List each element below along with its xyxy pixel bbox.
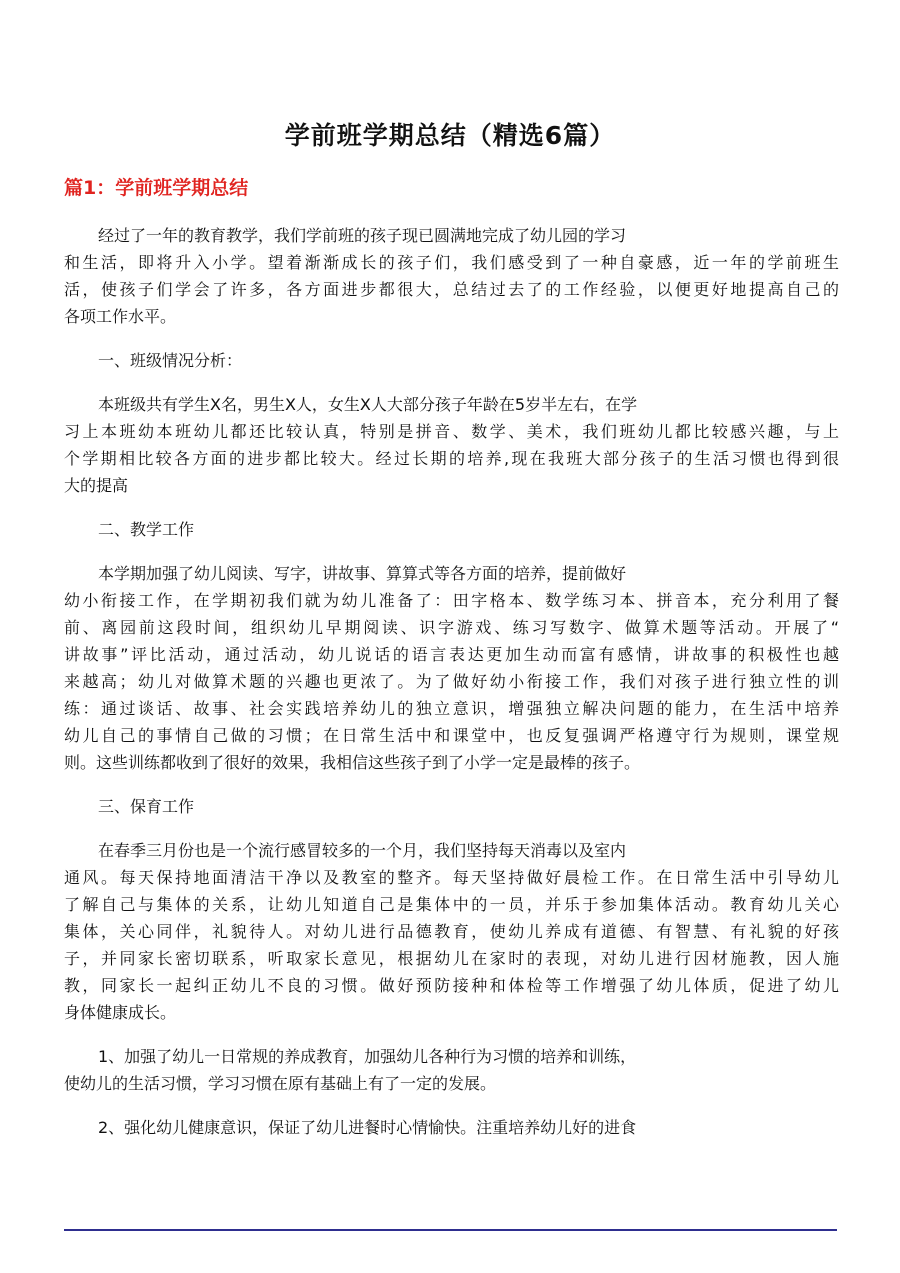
paragraph-line: 1、加强了幼儿一日常规的养成教育，加强幼儿各种行为习惯的培养和训练， bbox=[98, 1047, 637, 1066]
paragraph bbox=[64, 347, 839, 374]
paragraph-line: 和生活，即将升入小学。望着渐渐成长的孩子们，我们感受到了一种自豪感，近一年的学前班生 bbox=[64, 253, 839, 272]
paragraph-line: 则。这些训练都收到了很好的效果，我相信这些孩子到了小学一定是最棒的孩子。 bbox=[64, 753, 641, 772]
paragraph-line: 讲故事”评比活动，通过活动，幼儿说话的语言表达更加生动而富有感情，讲故事的积极性也越 bbox=[64, 645, 839, 664]
paragraph-line: 活，使孩子们学会了许多，各方面进步都很大，总结过去了的工作经验，以便更好地提高自己的 bbox=[64, 280, 839, 299]
paragraph-line: 使幼儿的生活习惯，学习习惯在原有基础上有了一定的发展。 bbox=[64, 1074, 497, 1093]
paragraph-line: 一、班级情况分析： bbox=[98, 351, 243, 370]
paragraph bbox=[64, 793, 839, 820]
paragraph-line: 来越高；幼儿对做算术题的兴趣也更浓了。为了做好幼小衔接工作，我们对孩子进行独立性的训 bbox=[64, 672, 839, 691]
paragraph-line: 个学期相比较各方面的进步都比较大。经过长期的培养,现在我班大部分孩子的生活习惯也得到很 bbox=[64, 449, 839, 468]
paragraph-line: 本班级共有学生X名，男生X人，女生X人大部分孩子年龄在5岁半左右，在学 bbox=[98, 395, 638, 414]
section-heading: 篇1：学前班学期总结 bbox=[64, 177, 249, 199]
paragraph-line: 通风。每天保持地面清洁干净以及教室的整齐。每天坚持做好晨检工作。在日常生活中引导幼儿 bbox=[64, 868, 839, 887]
paragraph-line: 在春季三月份也是一个流行感冒较多的一个月，我们坚持每天消毒以及室内 bbox=[98, 841, 627, 860]
paragraph-line: 二、教学工作 bbox=[98, 520, 195, 539]
paragraph-line: 身体健康成长。 bbox=[64, 1003, 177, 1022]
paragraph bbox=[64, 222, 839, 330]
paragraph-line: 集体，关心同伴，礼貌待人。对幼儿进行品德教育，使幼儿养成有道德、有智慧、有礼貌的好孩 bbox=[64, 922, 839, 941]
paragraph bbox=[64, 516, 839, 543]
paragraph-line: 练：通过谈话、故事、社会实践培养幼儿的独立意识，增强独立解决问题的能力，在生活中培养 bbox=[64, 699, 839, 718]
paragraph-line: 幼儿自己的事情自己做的习惯；在日常生活中和课堂中，也反复强调严格遵守行为规则，课堂规 bbox=[64, 726, 839, 745]
paragraph-line: 各项工作水平。 bbox=[64, 307, 177, 326]
document-body bbox=[64, 222, 839, 1158]
paragraph-line: 习上本班幼本班幼儿都还比较认真，特别是拼音、数学、美术，我们班幼儿都比较感兴趣，与上 bbox=[64, 422, 839, 441]
paragraph bbox=[64, 560, 839, 776]
paragraph bbox=[64, 1043, 839, 1097]
paragraph-line: 了解自己与集体的关系，让幼儿知道自己是集体中的一员，并乐于参加集体活动。教育幼儿关心 bbox=[64, 895, 839, 914]
paragraph-line: 幼小衔接工作，在学期初我们就为幼儿准备了：田字格本、数学练习本、拼音本，充分利用了餐 bbox=[64, 591, 839, 610]
paragraph-line: 本学期加强了幼儿阅读、写字，讲故事、算算式等各方面的培养，提前做好 bbox=[98, 564, 627, 583]
paragraph-line: 经过了一年的教育教学，我们学前班的孩子现已圆满地完成了幼儿园的学习 bbox=[98, 226, 627, 245]
paragraph bbox=[64, 837, 839, 1026]
paragraph-line: 前、离园前这段时间，组织幼儿早期阅读、识字游戏、练习写数字、做算术题等活动。开展了“ bbox=[64, 618, 839, 637]
paragraph-line: 教，同家长一起纠正幼儿不良的习惯。做好预防接种和体检等工作增强了幼儿体质，促进了幼儿 bbox=[64, 976, 839, 995]
paragraph-line: 三、保育工作 bbox=[98, 797, 195, 816]
footer-rule bbox=[64, 1229, 837, 1231]
paragraph bbox=[64, 1114, 839, 1141]
paragraph-line: 子，并同家长密切联系，听取家长意见，根据幼儿在家时的表现，对幼儿进行因材施教，因人施 bbox=[64, 949, 839, 968]
paragraph-line: 2、强化幼儿健康意识，保证了幼儿进餐时心情愉快。注重培养幼儿好的进食 bbox=[98, 1118, 637, 1137]
page-title: 学前班学期总结（精选6篇） bbox=[284, 121, 616, 150]
paragraph bbox=[64, 391, 839, 499]
paragraph-line: 大的提高 bbox=[64, 476, 129, 495]
